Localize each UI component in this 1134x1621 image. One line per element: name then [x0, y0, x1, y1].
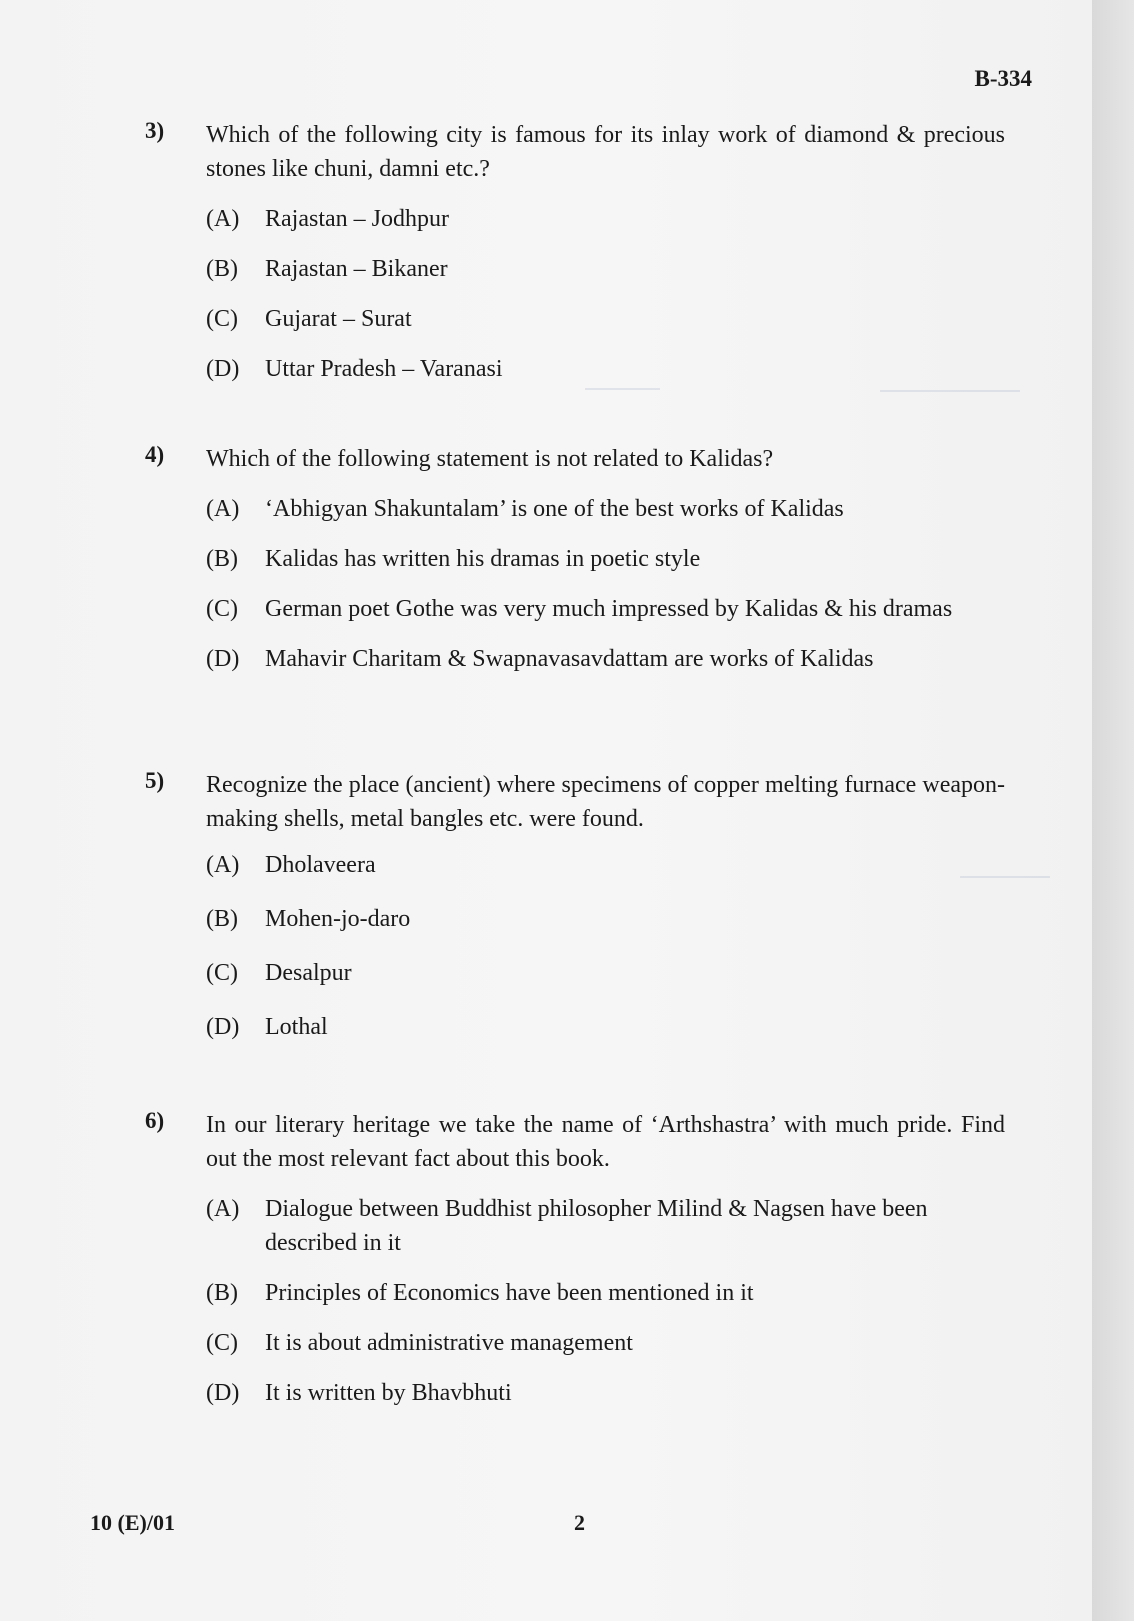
option-d	[206, 642, 1005, 676]
option-label: (D)	[206, 646, 240, 672]
option-label: (C)	[206, 596, 238, 622]
option-b	[206, 1276, 1005, 1310]
option-a	[206, 1192, 1005, 1260]
option-text: It is about administrative management	[265, 1330, 633, 1356]
option-text: It is written by Bhavbhuti	[265, 1380, 512, 1406]
question-5	[145, 768, 1005, 1044]
option-label: (B)	[206, 1280, 238, 1306]
option-label: (D)	[206, 356, 240, 382]
option-d	[206, 1376, 1005, 1410]
bleed-through-line	[880, 390, 1020, 392]
question-4	[145, 442, 1005, 676]
page-number: 2	[574, 1510, 585, 1535]
option-d	[206, 1010, 1005, 1044]
option-list	[206, 202, 1005, 386]
question-3	[145, 118, 1005, 386]
option-text: Gujarat – Surat	[265, 306, 412, 332]
option-text: German poet Gothe was very much impressed by Kalidas & his dramas	[265, 596, 953, 622]
option-text: Uttar Pradesh – Varanasi	[265, 356, 503, 382]
option-c	[206, 1326, 1005, 1360]
option-c	[206, 956, 1005, 990]
option-text: Dialogue between Buddhist philosopher Milind & Nagsen have been described in it	[265, 1196, 928, 1256]
option-label: (A)	[206, 206, 240, 232]
option-a	[206, 492, 1005, 526]
question-number: 3)	[145, 118, 165, 143]
option-text: Principles of Economics have been mentioned in it	[265, 1280, 754, 1306]
option-label: (C)	[206, 306, 238, 332]
question-text: Recognize the place (ancient) where specimens of copper melting furnace weapon-making shells, metal bangles etc. were found.	[206, 772, 1005, 832]
question-text: In our literary heritage we take the name of ‘Arthshastra’ with much pride. Find out the most relevant fact about this book.	[206, 1112, 1005, 1172]
option-a	[206, 848, 1005, 882]
option-b	[206, 542, 1005, 576]
option-label: (A)	[206, 496, 240, 522]
option-label: (D)	[206, 1380, 240, 1406]
question-number: 5)	[145, 768, 165, 793]
option-list	[206, 1192, 1005, 1410]
question-number: 6)	[145, 1108, 165, 1133]
option-text: Rajastan – Bikaner	[265, 256, 448, 282]
question-text: Which of the following statement is not related to Kalidas?	[206, 446, 774, 472]
question-6	[145, 1108, 1005, 1410]
option-b	[206, 252, 1005, 286]
option-text: Mohen-jo-daro	[265, 906, 411, 932]
option-c	[206, 302, 1005, 336]
option-label: (D)	[206, 1014, 240, 1040]
option-text: ‘Abhigyan Shakuntalam’ is one of the best works of Kalidas	[265, 496, 844, 522]
option-label: (A)	[206, 852, 240, 878]
scan-background-edge	[1092, 0, 1134, 1621]
option-list	[206, 848, 1005, 1044]
option-label: (B)	[206, 546, 238, 572]
option-label: (A)	[206, 1196, 240, 1222]
option-label: (B)	[206, 906, 238, 932]
option-d	[206, 352, 1005, 386]
question-text: Which of the following city is famous for its inlay work of diamond & precious stones like chuni, damni etc.?	[206, 122, 1005, 182]
option-a	[206, 202, 1005, 236]
option-text: Desalpur	[265, 960, 352, 986]
option-text: Kalidas has written his dramas in poetic style	[265, 546, 701, 572]
option-c	[206, 592, 1005, 626]
option-b	[206, 902, 1005, 936]
option-text: Mahavir Charitam & Swapnavasavdattam are works of Kalidas	[265, 646, 874, 672]
option-text: Dholaveera	[265, 852, 376, 878]
footer-paper-code: 10 (E)/01	[90, 1510, 175, 1535]
question-number: 4)	[145, 442, 165, 467]
option-label: (C)	[206, 960, 238, 986]
bleed-through-line	[585, 388, 660, 390]
option-text: Lothal	[265, 1014, 328, 1040]
option-text: Rajastan – Jodhpur	[265, 206, 449, 232]
option-label: (C)	[206, 1330, 238, 1356]
option-label: (B)	[206, 256, 238, 282]
option-list	[206, 492, 1005, 676]
paper-code-header: B-334	[974, 66, 1032, 91]
